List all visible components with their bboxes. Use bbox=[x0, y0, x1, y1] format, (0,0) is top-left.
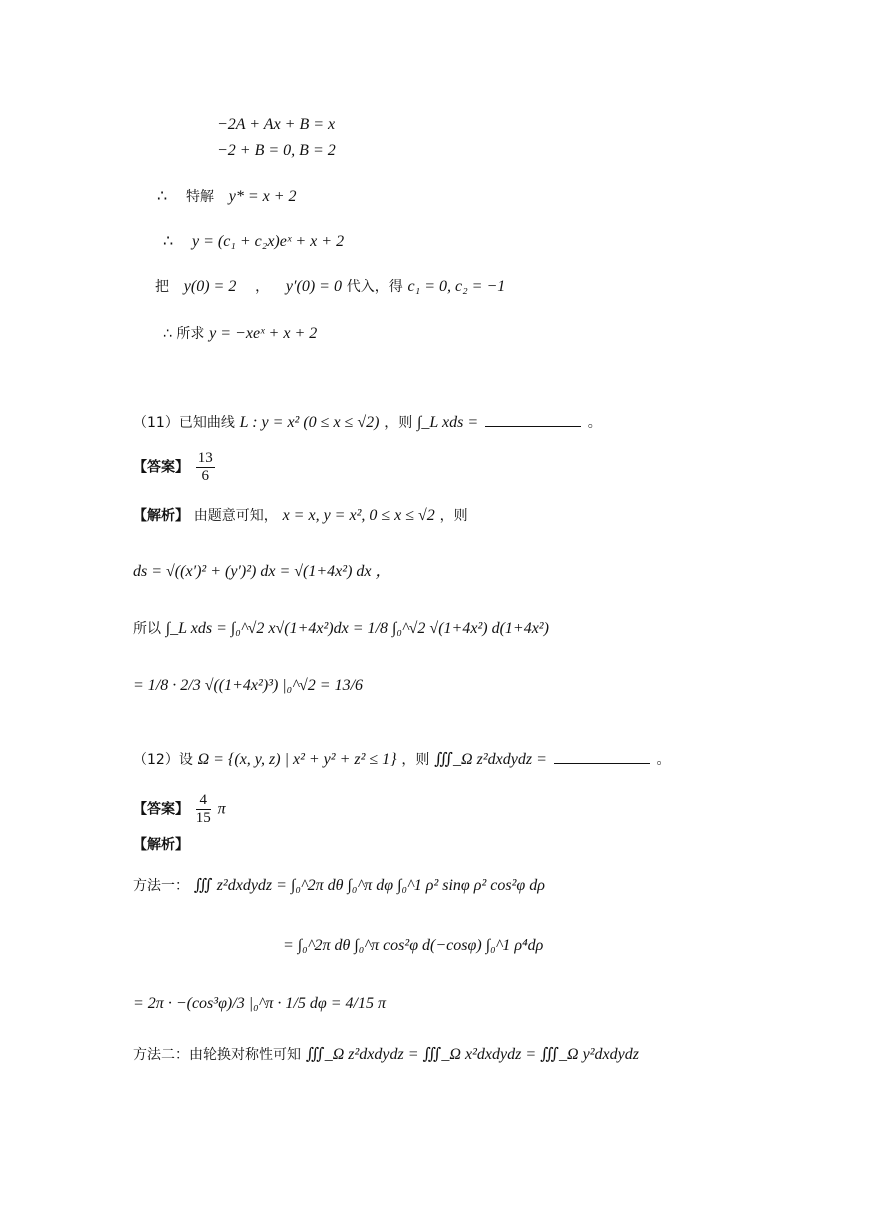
q12-method-1-line-2: = ∫₀^2π dθ ∫₀^π cos²φ d(−cosφ) ∫₀^1 ρ⁴dρ bbox=[283, 937, 544, 954]
particular-formula: y* = x + 2 bbox=[228, 188, 297, 205]
q12-analysis-label bbox=[133, 834, 189, 855]
equation-line-1: −2A + Ax + B = x bbox=[217, 116, 336, 133]
general-formula: y = (c₁ + c₂x)eˣ + x + 2 bbox=[191, 233, 345, 250]
analysis-label: 【解析】 bbox=[133, 837, 189, 853]
final-solution-line bbox=[163, 323, 317, 344]
q12-then: ，则 bbox=[401, 752, 430, 768]
method-1-formula-1: ∭ z²dxdydz = ∫₀^2π dθ ∫₀^π dφ ∫₀^1 ρ² sinφ ρ² cos²φ dρ bbox=[193, 877, 545, 894]
substitute-label: 代入，得 bbox=[346, 279, 403, 295]
q12-answer-blank bbox=[554, 749, 650, 764]
therefore-symbol: ∴ bbox=[157, 188, 168, 205]
q12-method-2-line bbox=[133, 1044, 639, 1065]
q12-period: 。 bbox=[656, 752, 671, 768]
general-solution-line bbox=[163, 231, 344, 252]
q11-curve: L : y = x² (0 ≤ x ≤ √2) bbox=[239, 414, 380, 431]
q12-answer-fraction bbox=[196, 792, 211, 827]
q12-answer bbox=[133, 792, 226, 827]
q12-method-1-line-3: = 2π · −(cos³φ)/3 |₀^π · 1/5 dφ = 4/15 π bbox=[133, 995, 386, 1012]
q11-answer bbox=[133, 450, 217, 485]
q11-analysis bbox=[133, 505, 468, 526]
ba-label: 把 bbox=[155, 279, 169, 295]
fraction-denominator: 15 bbox=[195, 810, 211, 826]
equation-line-2: −2 + B = 0, B = 2 bbox=[217, 142, 336, 159]
particular-label: 特解 bbox=[185, 189, 214, 205]
q12-number: （12）设 bbox=[133, 752, 193, 768]
q11-answer-blank bbox=[485, 412, 581, 427]
method-2-formula: ∭_Ω z²dxdydz = ∭_Ω x²dxdydz = ∭_Ω y²dxdydz bbox=[305, 1046, 639, 1063]
q12-set: Ω = {(x, y, z) | x² + y² + z² ≤ 1} bbox=[197, 751, 397, 768]
therefore-symbol: ∴ bbox=[163, 233, 174, 250]
answer-label: 【答案】 bbox=[133, 459, 189, 476]
condition-y0-prime: y′(0) = 0 bbox=[285, 278, 342, 295]
comma: ， bbox=[255, 279, 270, 295]
analysis-label: 【解析】 bbox=[133, 508, 189, 524]
final-formula: y = −xeˣ + x + 2 bbox=[209, 325, 318, 342]
method-1-label: 方法一： bbox=[133, 878, 189, 894]
analysis-math: x = x, y = x², 0 ≤ x ≤ √2 bbox=[282, 507, 435, 524]
so-label: 所以 bbox=[133, 621, 161, 637]
fraction-denominator: 6 bbox=[201, 468, 210, 484]
fraction-numerator: 13 bbox=[197, 450, 213, 466]
answer-label: 【答案】 bbox=[133, 801, 189, 818]
method-2-label: 方法二：由轮换对称性可知 bbox=[133, 1047, 301, 1063]
constants-result: c₁ = 0, c₂ = −1 bbox=[407, 278, 506, 295]
so-math: ∫_L xds = ∫₀^√2 x√(1+4x²)dx = 1/8 ∫₀^√2 √(1+4x²) d(1+4x²) bbox=[165, 620, 549, 637]
question-12 bbox=[133, 749, 670, 770]
q11-period: 。 bbox=[587, 415, 602, 431]
condition-y0: y(0) = 2 bbox=[183, 278, 237, 295]
analysis-then: ，则 bbox=[439, 508, 468, 524]
q12-integral: ∭_Ω z²dxdydz = bbox=[434, 751, 547, 768]
q11-answer-fraction bbox=[196, 450, 215, 485]
final-label: ∴ 所求 bbox=[163, 326, 205, 342]
q11-so-line bbox=[133, 618, 549, 639]
q12-method-1-line-1 bbox=[133, 875, 545, 896]
initial-condition-line bbox=[155, 276, 505, 297]
question-11 bbox=[133, 412, 602, 433]
q11-integral: ∫_L xds = bbox=[417, 414, 479, 431]
q11-number: （11）已知曲线 bbox=[133, 415, 235, 431]
q11-ds-line: ds = √((x′)² + (y′)²) dx = √(1+4x²) dx ， bbox=[133, 563, 392, 580]
fraction-numerator: 4 bbox=[196, 792, 211, 810]
particular-solution-line bbox=[157, 186, 297, 207]
analysis-text: 由题意可知， bbox=[193, 508, 278, 524]
q11-then: ，则 bbox=[384, 415, 413, 431]
pi-symbol: π bbox=[217, 800, 226, 818]
q11-result-line: = 1/8 · 2/3 √((1+4x²)³) |₀^√2 = 13/6 bbox=[133, 677, 364, 694]
